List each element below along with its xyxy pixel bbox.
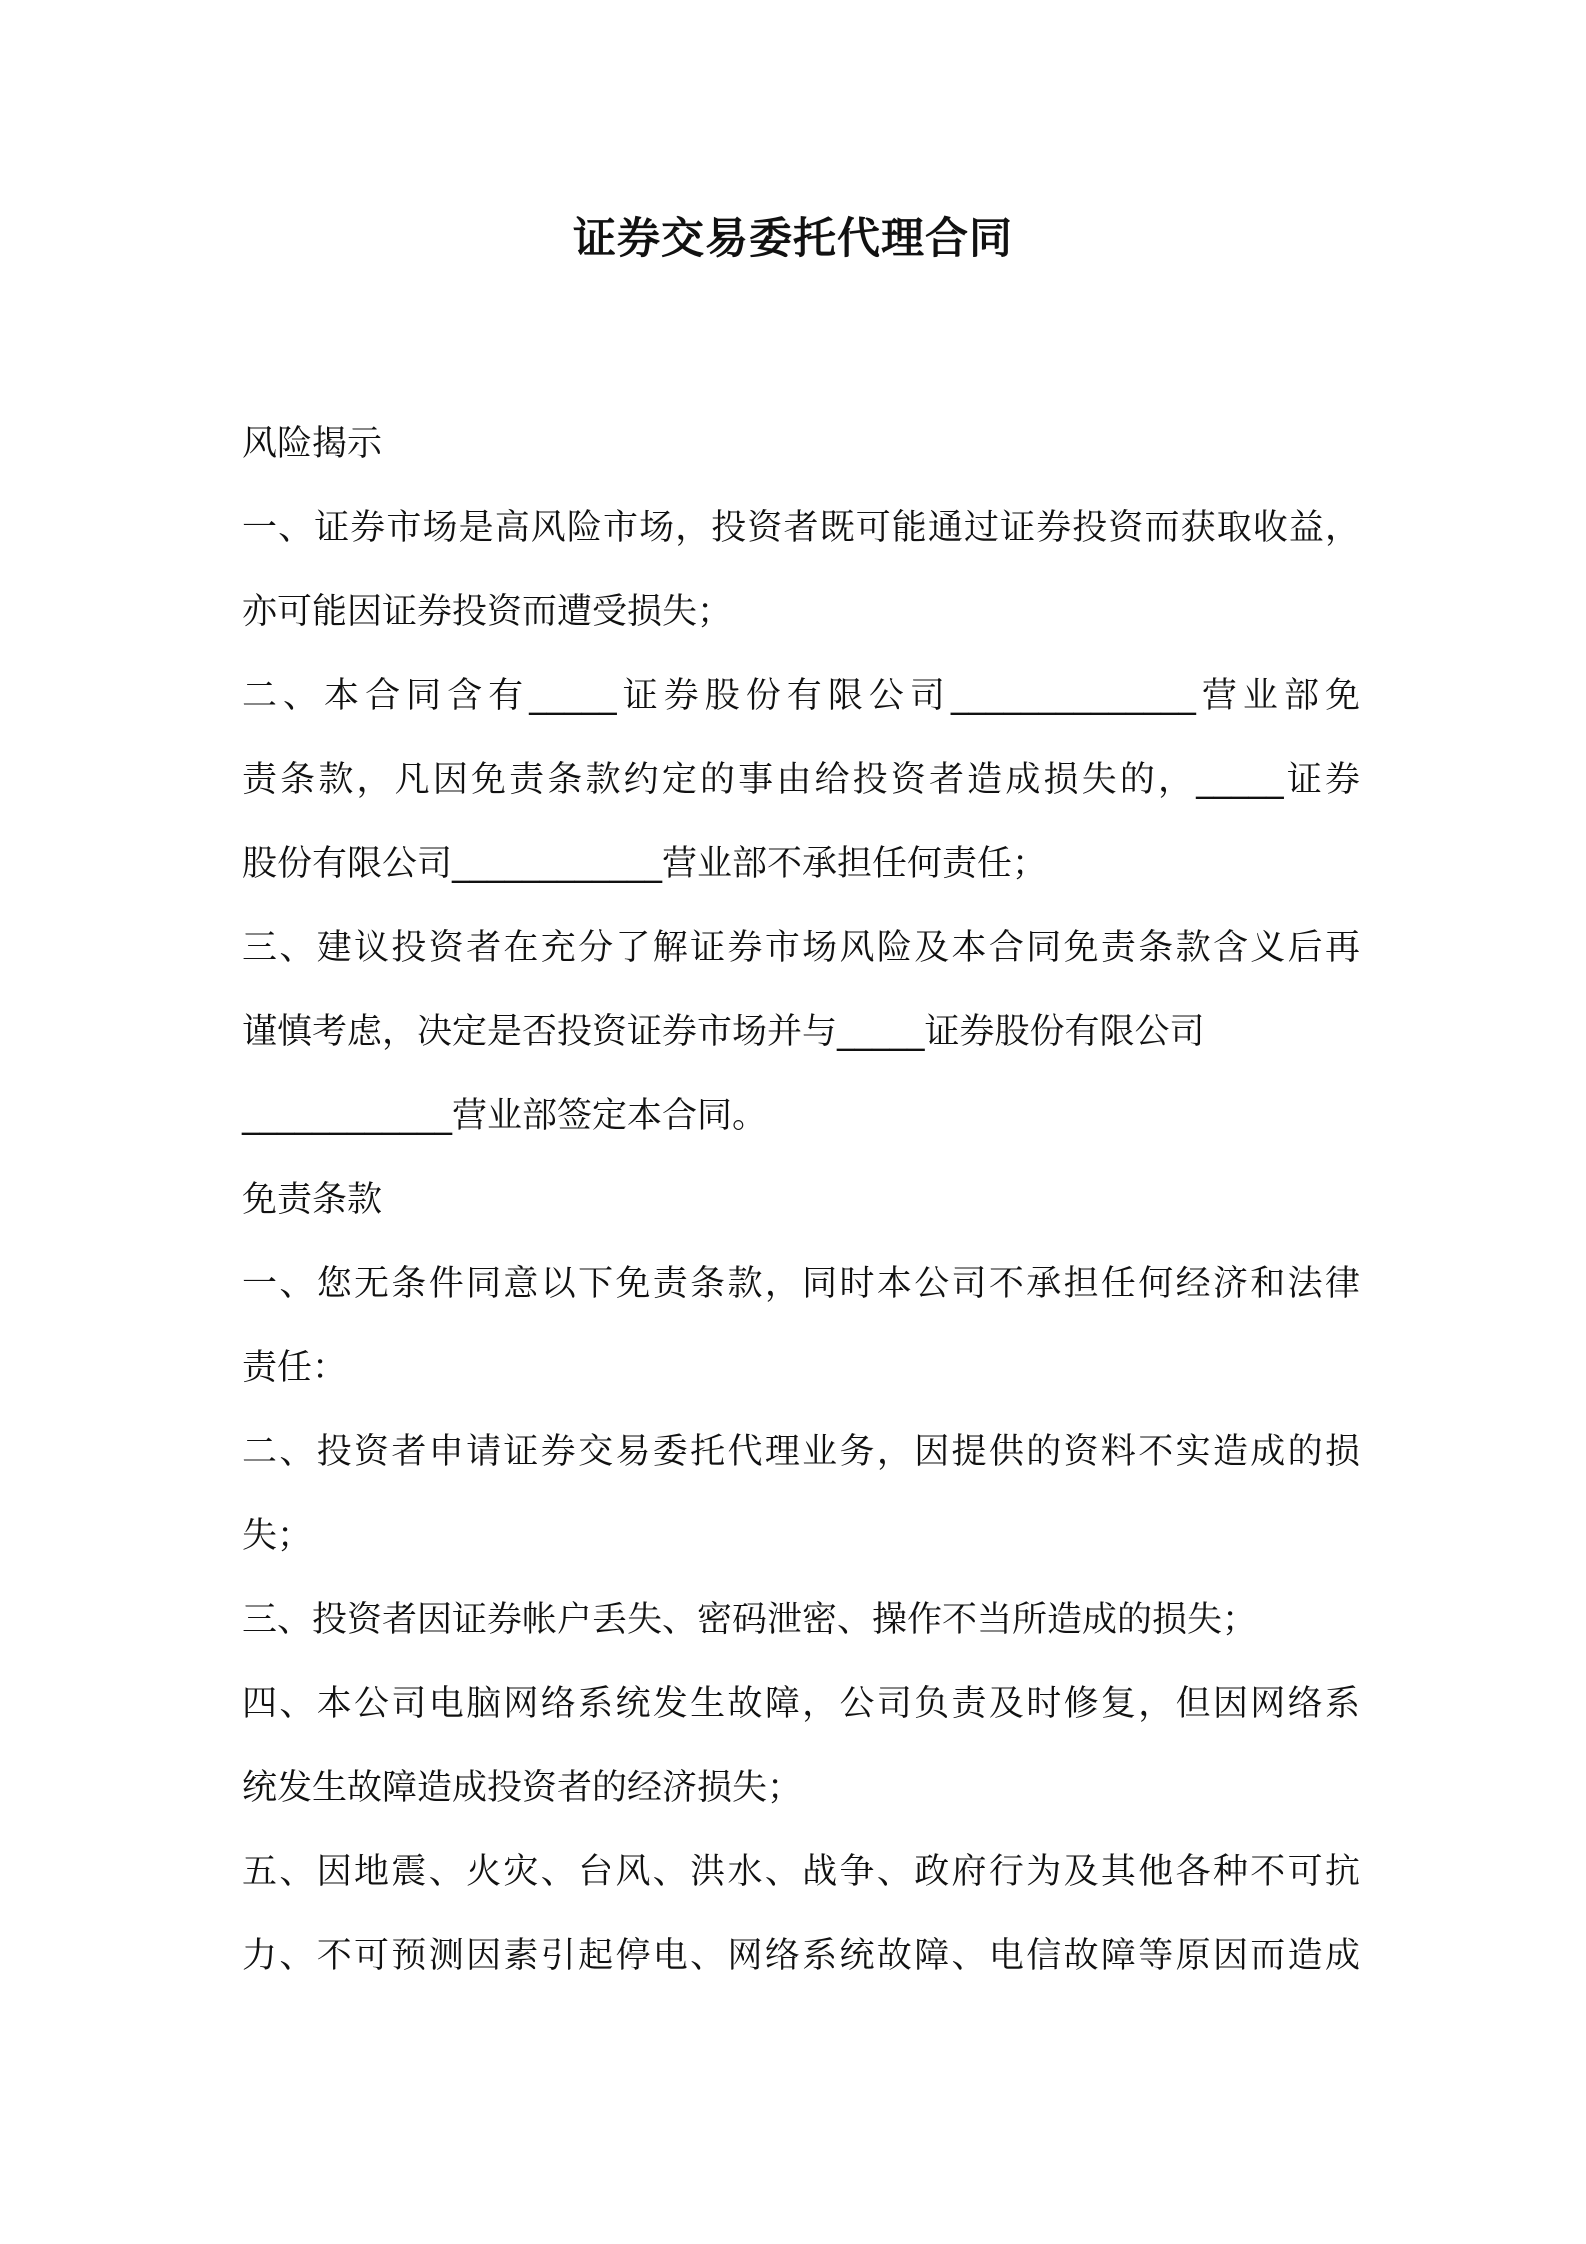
text-line: 亦可能因证券投资而遭受损失； [242,592,733,632]
text-line: 失； [242,1516,313,1556]
text-line: 三、投资者因证券帐户丢失、密码泄密、操作不当所造成的损失； [242,1600,1258,1640]
text-line: 一、证券市场是高风险市场，投资者既可能通过证券投资而获取收益， [242,508,1360,548]
text-line: 股份有限公司____________营业部不承担任何责任； [242,844,1048,884]
text-line: 四、本公司电脑网络系统发生故障，公司负责及时修复，但因网络系 [242,1684,1360,1724]
text-line: 五、因地震、火灾、台风、洪水、战争、政府行为及其他各种不可抗 [242,1852,1360,1892]
text-line: 二、投资者申请证券交易委托代理业务，因提供的资料不实造成的损 [242,1432,1360,1472]
text-line: ____________营业部签定本合同。 [242,1096,768,1136]
text-line: 统发生故障造成投资者的经济损失； [242,1768,803,1808]
document-body [242,402,1360,1998]
text-line: 风险揭示 [242,424,383,464]
text-line: 二、本合同含有_____证券股份有限公司______________营业部免 [242,676,1360,716]
text-line: 谨慎考虑，决定是否投资证券市场并与_____证券股份有限公司 [242,1012,1205,1052]
text-line: 责条款，凡因免责条款约定的事由给投资者造成损失的，_____证券 [242,760,1360,800]
text-line: 力、不可预测因素引起停电、网络系统故障、电信故障等原因而造成 [242,1936,1360,1976]
text-line: 责任： [242,1348,348,1388]
text-line: 一、您无条件同意以下免责条款，同时本公司不承担任何经济和法律 [242,1264,1360,1304]
text-line: 免责条款 [242,1180,383,1220]
document-title: 证券交易委托代理合同 [573,214,1013,264]
text-line: 三、建议投资者在充分了解证券市场风险及本合同免责条款含义后再 [242,928,1360,968]
